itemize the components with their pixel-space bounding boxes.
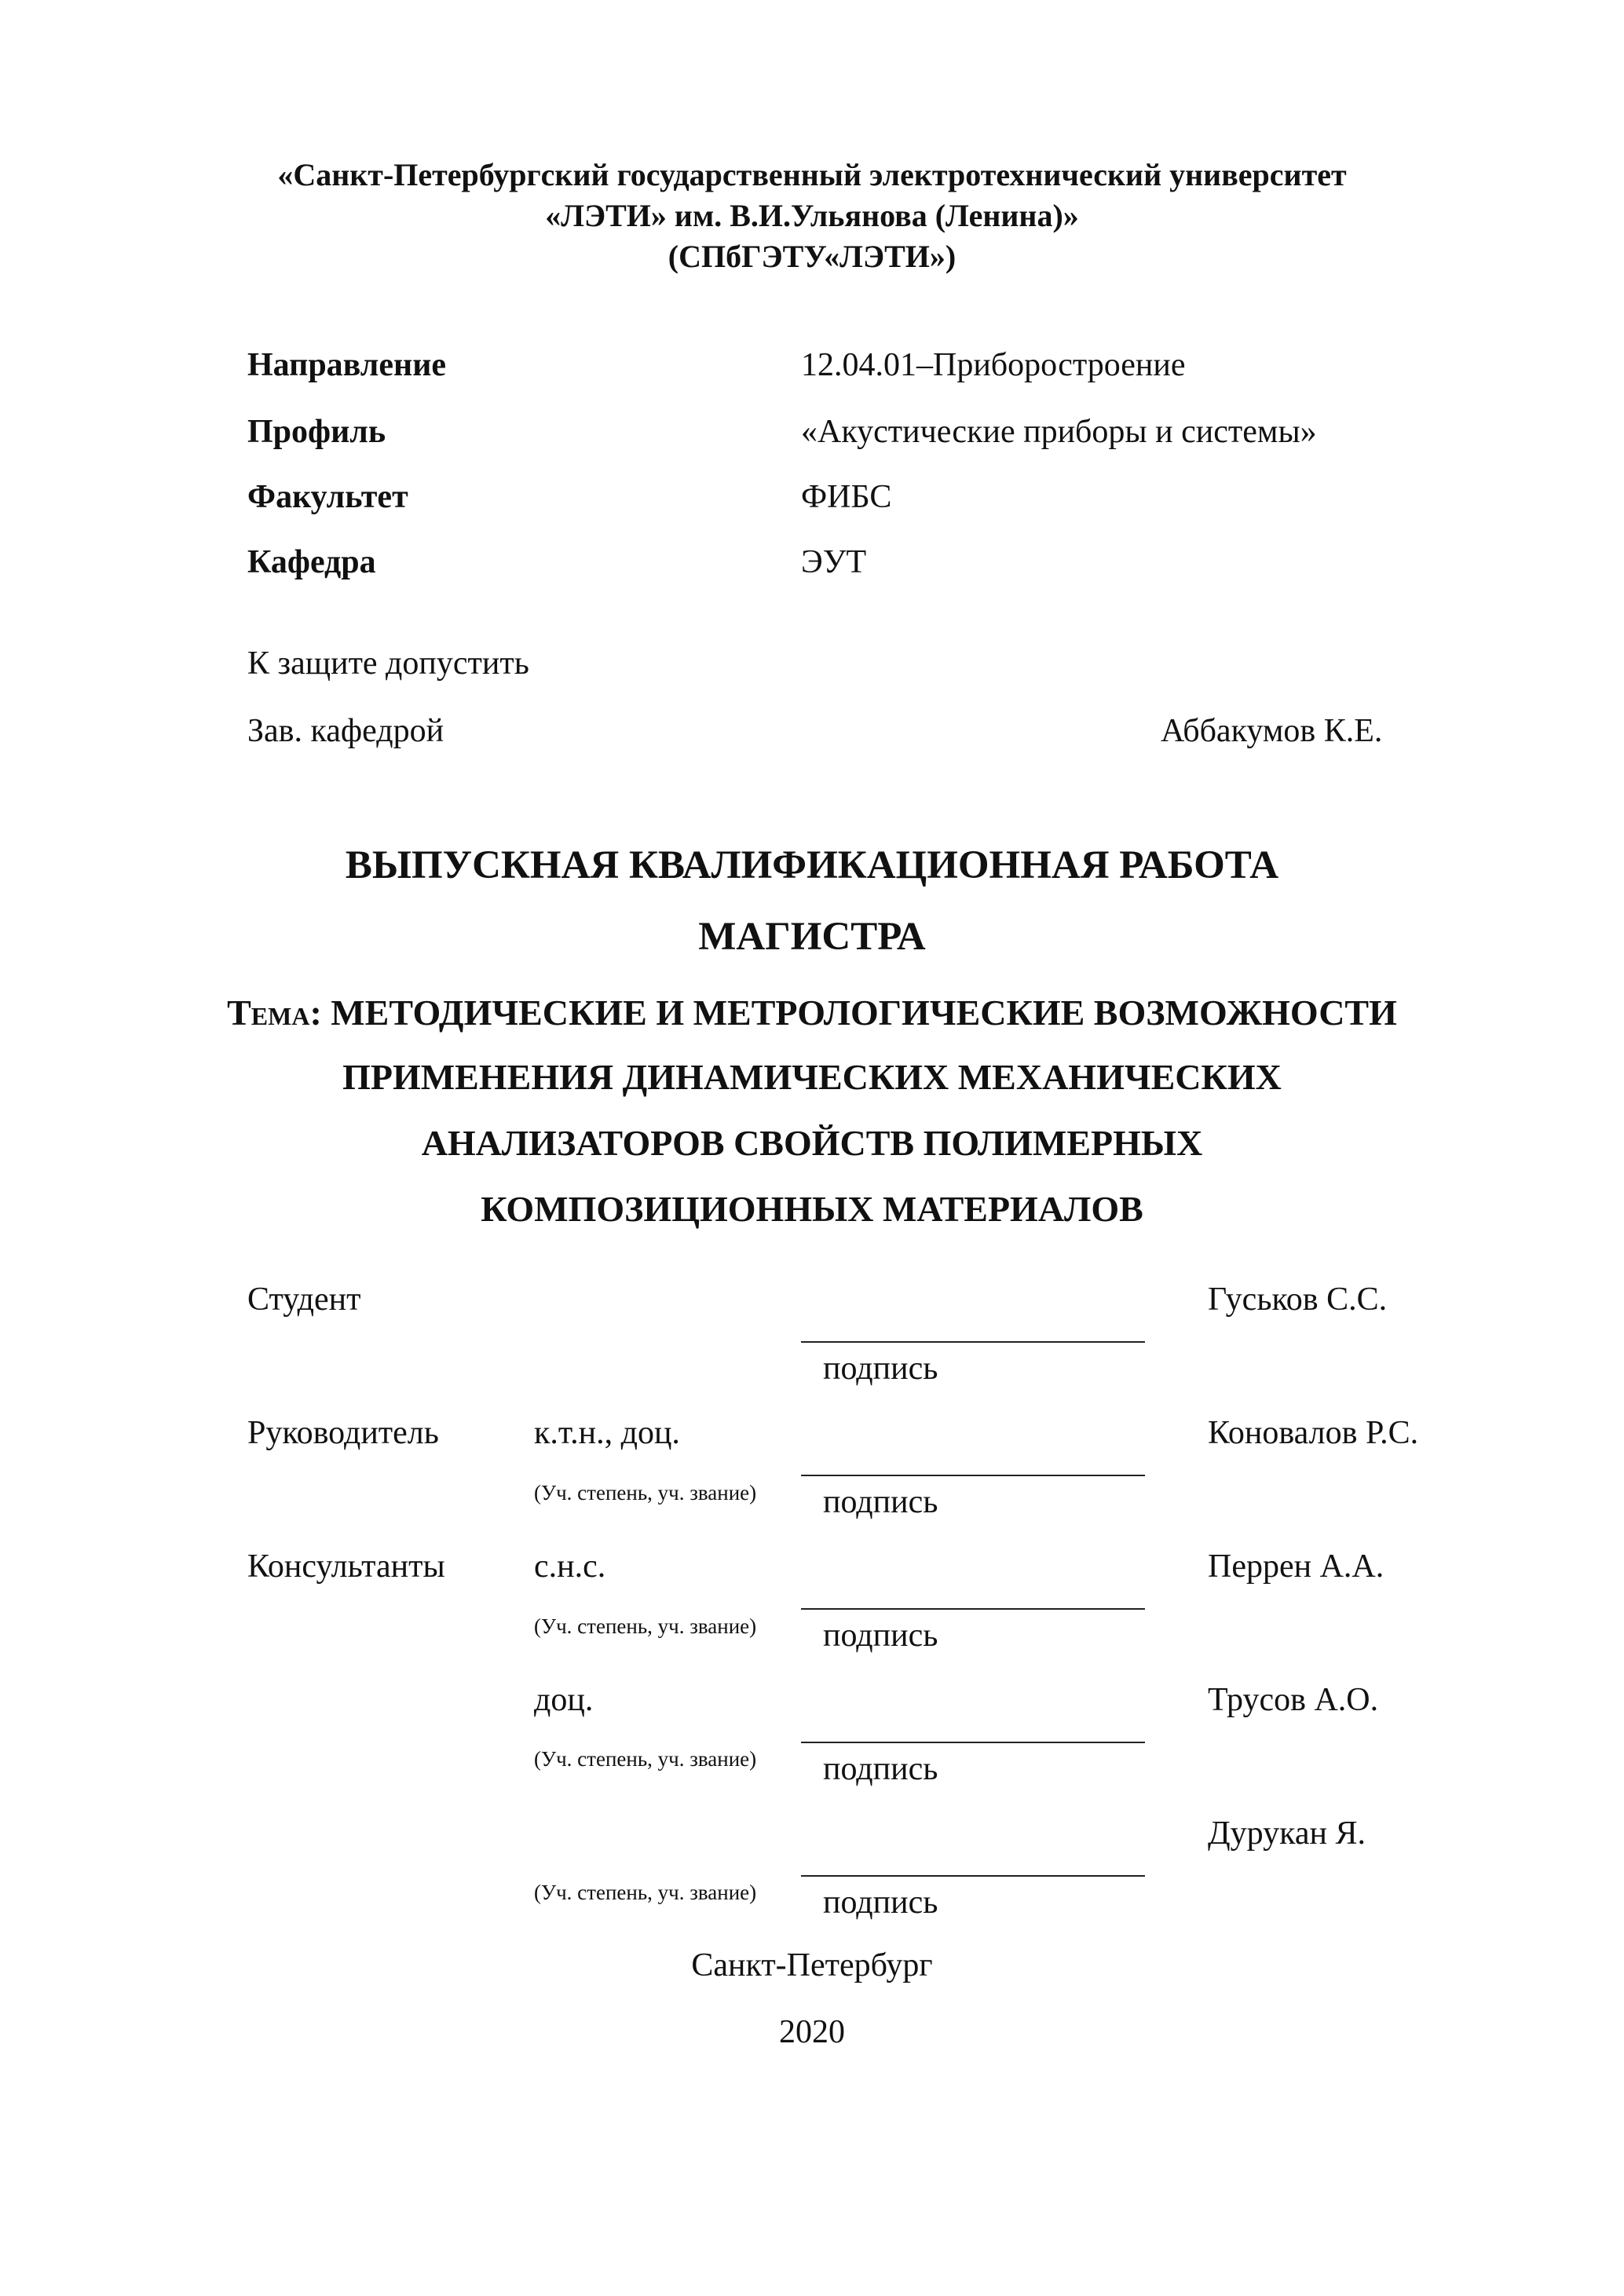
footer-year: 2020 bbox=[779, 2014, 845, 2050]
consultant-signature-line bbox=[801, 1875, 1145, 1877]
student-role: Студент bbox=[247, 1281, 361, 1318]
consultant-name: Дурукан Я. bbox=[1208, 1815, 1366, 1852]
supervisor-signature-line bbox=[801, 1475, 1145, 1476]
consultant-signature-caption: подпись bbox=[823, 1751, 938, 1787]
consultant-degree: доц. bbox=[534, 1682, 594, 1718]
university-abbreviation: (СПбГЭТУ«ЛЭТИ») bbox=[668, 239, 956, 274]
head-of-department-name: Аббакумов К.Е. bbox=[1161, 713, 1383, 749]
direction-value: 12.04.01–Приборостроение bbox=[801, 347, 1186, 383]
theme-line2: ПРИМЕНЕНИЯ ДИНАМИЧЕСКИХ МЕХАНИЧЕСКИХ bbox=[342, 1057, 1282, 1097]
faculty-value: ФИБС bbox=[801, 479, 892, 515]
theme-line1-text: МЕТОДИЧЕСКИЕ И МЕТРОЛОГИЧЕСКИЕ ВОЗМОЖНОСТИ bbox=[331, 993, 1397, 1033]
theme-line3: АНАЛИЗАТОРОВ СВОЙСТВ ПОЛИМЕРНЫХ bbox=[421, 1123, 1203, 1163]
supervisor-degree: к.т.н., доц. bbox=[534, 1415, 680, 1451]
theme-line4: КОМПОЗИЦИОННЫХ МАТЕРИАЛОВ bbox=[481, 1189, 1143, 1229]
theme-line1 bbox=[0, 991, 1624, 1035]
profile-label: Профиль bbox=[247, 414, 386, 450]
consultant-degree-hint: (Уч. степень, уч. звание) bbox=[534, 1747, 757, 1771]
supervisor-name: Коновалов Р.С. bbox=[1208, 1415, 1419, 1451]
university-name-line2: «ЛЭТИ» им. В.И.Ульянова (Ленина)» bbox=[545, 198, 1079, 233]
department-label: Кафедра bbox=[247, 544, 376, 580]
consultant-signature-caption: подпись bbox=[823, 1618, 938, 1654]
head-of-department-label: Зав. кафедрой bbox=[247, 713, 444, 749]
consultant-name: Перрен А.А. bbox=[1208, 1548, 1384, 1585]
student-signature-caption: подпись bbox=[823, 1351, 938, 1387]
profile-value: «Акустические приборы и системы» bbox=[801, 414, 1317, 450]
university-name-line1: «Санкт-Петербургский государственный электротехнический университет bbox=[277, 157, 1347, 192]
supervisor-degree-hint: (Уч. степень, уч. звание) bbox=[534, 1481, 757, 1504]
document-title-line1: ВЫПУСКНАЯ КВАЛИФИКАЦИОННАЯ РАБОТА bbox=[345, 843, 1279, 887]
student-name: Гуськов С.С. bbox=[1208, 1281, 1388, 1318]
consultant-degree: с.н.с. bbox=[534, 1548, 606, 1585]
student-signature-line bbox=[801, 1341, 1145, 1343]
consultant-degree-hint: (Уч. степень, уч. звание) bbox=[534, 1614, 757, 1638]
document-title-line2: МАГИСТРА bbox=[698, 915, 926, 959]
faculty-label: Факультет bbox=[247, 479, 408, 515]
consultant-signature-caption: подпись bbox=[823, 1885, 938, 1921]
consultant-degree-hint: (Уч. степень, уч. звание) bbox=[534, 1881, 757, 1904]
supervisor-signature-caption: подпись bbox=[823, 1484, 938, 1520]
department-value: ЭУТ bbox=[801, 544, 867, 580]
direction-label: Направление bbox=[247, 347, 447, 383]
theme-prefix: Тема: bbox=[227, 993, 322, 1033]
consultants-role: Консультанты bbox=[247, 1548, 445, 1585]
consultant-name: Трусов А.О. bbox=[1208, 1682, 1379, 1718]
consultant-signature-line bbox=[801, 1608, 1145, 1610]
consultant-signature-line bbox=[801, 1742, 1145, 1743]
supervisor-role: Руководитель bbox=[247, 1415, 439, 1451]
admission-text: К защите допустить bbox=[247, 645, 529, 682]
footer-city: Санкт-Петербург bbox=[691, 1947, 933, 1983]
